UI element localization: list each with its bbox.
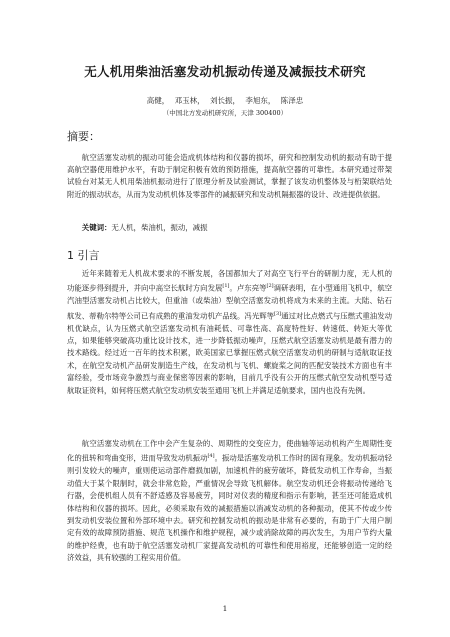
citation: [2]	[266, 283, 274, 290]
affiliation: （中国北方发动机研究所，天津 300400）	[162, 109, 288, 117]
text-run: 。振动是活塞发动机工作时的固有现象。发动机振动轻则引发较大的噪声，重则使运动部件磨损加剧，加速机件的疲劳破坏，降低发动机工作寿命，当振动值大于某个限制时，就会非常危险，严重情况会导致飞机解体。航空发动机还会将振动传递给飞行器，会使机组人员有不舒适感及容易疲劳，同时对仪表的精度和指示有影响，甚至还可能造成机体结构和仪器的损坏。因此，必须采取有效的减振措施以消减发动机的各种振动，使其不传或少传到发动机安装位置和外部环境中去。研究和控制发动机的振动是非常有必要的，有助于广大用户制定有效的故障预防措施、规范飞机操作和维护规程，减少或消除故障的再次发生，为用户节约大量的维护经费，也有助于航空活塞发动机厂家提高发动机的可靠性和使用裕度，还能够创造一定的经济效益，具有较强的工程实用价值。	[67, 453, 392, 563]
text-run: 。卢东亮等	[229, 283, 267, 293]
paper-title: 无人机用柴油活塞发动机振动传递及减振技术研究	[84, 64, 366, 79]
abstract-heading: 摘要：	[67, 130, 100, 143]
text-run: 航空活塞发动机在工作中会产生复杂的、周期性的交变应力，使曲轴等运动机构产生周期性变化的扭转和弯曲变形，进而导致发动机振动	[67, 439, 392, 463]
intro-paragraph-2	[67, 438, 392, 565]
abstract-body: 航空活塞发动机的振动可能会造成机体结构和仪器的损坏，研究和控制发动机的振动有助于提高航空器使用维护水平，有助于制定积极有效的预防措施，提高航空器的可靠性。本研究通过带架试验台对某无人机用柴油机振动进行了原理分析及试验测试，掌握了该发动机整体及与桁架联结处附近的振动状态，从而为发动机机体及零部件的减振研究和发动机隔振器的设计、改进提供依据。	[67, 153, 392, 199]
text-run: 近年来随着无人机战术要求的不断发展，各国都加大了对高空飞行平台的研制力度，无人机的功能逐步得到提升，并向中高空长航时方向发展	[67, 269, 392, 293]
page-number: 1	[222, 604, 228, 613]
citation: [1]	[222, 283, 230, 290]
citation: [3]	[274, 310, 282, 317]
citation: [4]	[207, 453, 215, 460]
author-list: 高健， 邓玉林， 刘长振， 李旭东， 陈泽忠	[146, 96, 304, 105]
keywords-line	[67, 222, 392, 234]
section-heading-introduction: 1 引言	[67, 249, 100, 262]
keywords-text: 无人机，柴油机，振动，减振	[111, 223, 208, 232]
text-run: 调研表明，在小型通用飞机中，航空汽油型活塞发动机占比较大，但重油（或柴油）型航空活塞发动机将成为未来的主流。大陆、钻石航发、蒂勒尔特等公司已有成熟的重油发动机产品线。冯光辉等	[67, 283, 392, 321]
keywords-label: 关键词：	[81, 223, 112, 232]
intro-paragraph-1	[67, 268, 392, 397]
text-run: 通过对比点燃式与压燃式重油发动机优缺点，认为压燃式航空活塞发动机有油耗低、可靠性高、高度特性好、转速低、转矩大等优点，如果能够突破高功重比设计技术，进一步降低振动噪声，压燃式航空活塞发动机是最有潜力的技术路线。经过近一百年的技术积累，欧美国家已掌握压燃式航空活塞发动机的研制与适航取证技术，在航空发动机产品研发制造生产线，在发动机与飞机、螺旋桨之间的匹配安装技术方面也有丰富经验，受市场竞争激烈与商业保密等因素的影响，目前几乎没有公开的压燃式航空发动机型号适航取证资料，如何将压燃式航空发动机安装至通用飞机上并满足适航要求，国内也没有先例。	[67, 311, 392, 395]
